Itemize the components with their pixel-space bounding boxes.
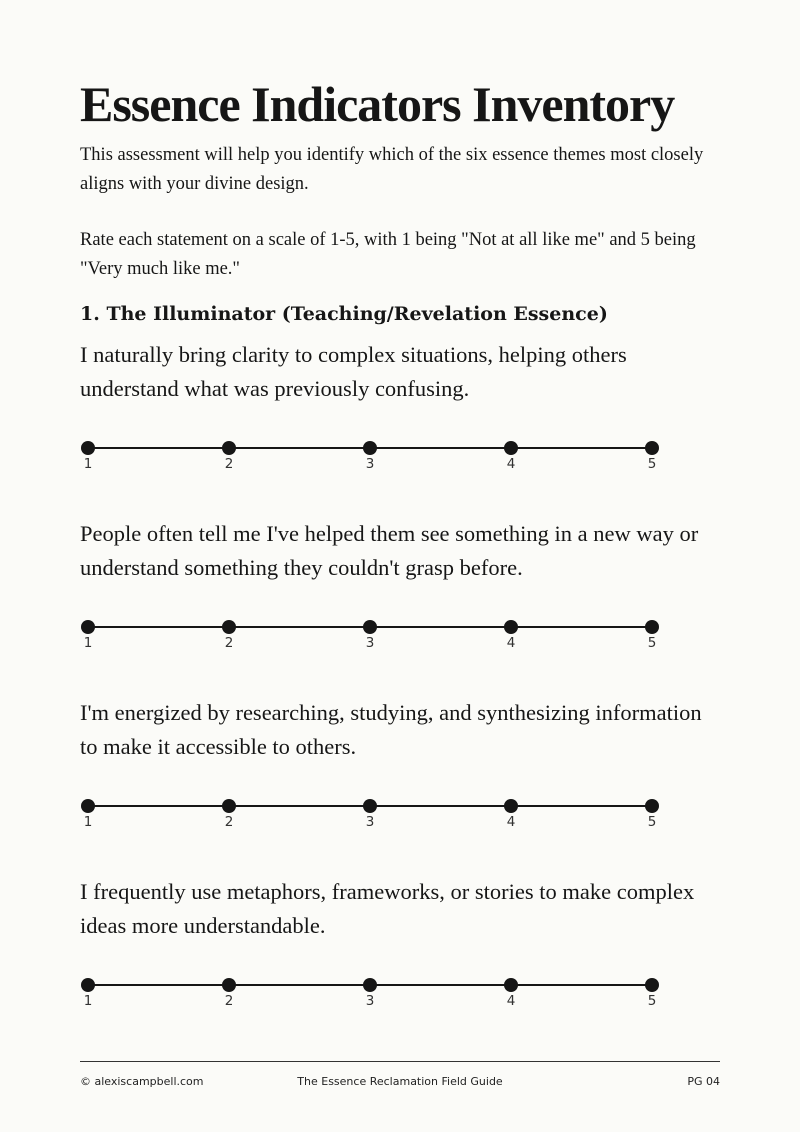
- rating-option-3[interactable]: [362, 798, 378, 838]
- scale-label: 4: [506, 635, 516, 651]
- scale-dot: [363, 441, 377, 455]
- rating-scale[interactable]: [80, 977, 680, 1017]
- scale-dot: [363, 978, 377, 992]
- scale-label: 4: [506, 456, 516, 472]
- rating-option-2[interactable]: [221, 977, 237, 1017]
- statement-item-1: [80, 338, 720, 508]
- footer-divider: [80, 1061, 720, 1062]
- scale-dot: [222, 441, 236, 455]
- rating-option-1[interactable]: [80, 440, 96, 480]
- scale-label: 4: [506, 993, 516, 1009]
- footer-page-number: PG 04: [687, 1075, 720, 1088]
- statement-item-2: [80, 517, 720, 687]
- scale-dot: [504, 441, 518, 455]
- scale-label: 1: [83, 814, 93, 830]
- statement-text: I'm energized by researching, studying, and synthesizing information to make it accessible to others.: [80, 700, 702, 759]
- section-heading: 1. The Illuminator (Teaching/Revelation Essence): [80, 303, 608, 325]
- rating-option-2[interactable]: [221, 440, 237, 480]
- scale-label: 5: [647, 635, 657, 651]
- scale-label: 3: [365, 993, 375, 1009]
- scale-dot: [222, 978, 236, 992]
- scale-label: 4: [506, 814, 516, 830]
- scale-dot: [645, 799, 659, 813]
- scale-label: 3: [365, 814, 375, 830]
- rating-option-4[interactable]: [503, 977, 519, 1017]
- scale-dot: [504, 978, 518, 992]
- scale-dot: [81, 441, 95, 455]
- rating-option-1[interactable]: [80, 977, 96, 1017]
- footer-website: © alexiscampbell.com: [80, 1075, 204, 1088]
- page-title: Essence Indicators Inventory: [80, 76, 675, 132]
- scale-label: 2: [224, 456, 234, 472]
- rating-option-5[interactable]: [644, 440, 660, 480]
- scale-label: 2: [224, 814, 234, 830]
- rating-option-5[interactable]: [644, 619, 660, 659]
- scale-label: 1: [83, 993, 93, 1009]
- scale-label: 5: [647, 456, 657, 472]
- rating-option-5[interactable]: [644, 977, 660, 1017]
- scale-label: 5: [647, 814, 657, 830]
- scale-dot: [81, 799, 95, 813]
- scale-dot: [504, 799, 518, 813]
- scale-dot: [645, 978, 659, 992]
- rating-option-2[interactable]: [221, 619, 237, 659]
- scale-dot: [363, 620, 377, 634]
- rating-scale[interactable]: [80, 798, 680, 838]
- statement-item-4: [80, 875, 720, 1045]
- scale-dot: [645, 620, 659, 634]
- scale-dot: [81, 620, 95, 634]
- rating-option-4[interactable]: [503, 798, 519, 838]
- scale-dot: [504, 620, 518, 634]
- rating-scale[interactable]: [80, 440, 680, 480]
- scale-label: 3: [365, 456, 375, 472]
- footer-guide-title: The Essence Reclamation Field Guide: [297, 1075, 503, 1088]
- rating-option-3[interactable]: [362, 977, 378, 1017]
- rating-option-3[interactable]: [362, 619, 378, 659]
- scale-label: 1: [83, 456, 93, 472]
- rating-option-4[interactable]: [503, 619, 519, 659]
- rating-option-1[interactable]: [80, 619, 96, 659]
- statement-item-3: [80, 696, 720, 866]
- rating-option-4[interactable]: [503, 440, 519, 480]
- scale-label: 1: [83, 635, 93, 651]
- scale-label: 3: [365, 635, 375, 651]
- statement-text: I frequently use metaphors, frameworks, or stories to make complex ideas more understandable.: [80, 879, 695, 938]
- intro-paragraph: This assessment will help you identify which of the six essence themes most closely aligns with your divine design.: [80, 145, 704, 194]
- scale-label: 5: [647, 993, 657, 1009]
- scale-dot: [222, 620, 236, 634]
- scale-dot: [645, 441, 659, 455]
- instructions-paragraph: Rate each statement on a scale of 1-5, with 1 being "Not at all like me" and 5 being "Very much like me.": [80, 230, 696, 279]
- rating-scale[interactable]: [80, 619, 680, 659]
- scale-dot: [81, 978, 95, 992]
- scale-label: 2: [224, 993, 234, 1009]
- scale-label: 2: [224, 635, 234, 651]
- rating-option-2[interactable]: [221, 798, 237, 838]
- statement-text: People often tell me I've helped them see something in a new way or understand something they couldn't grasp before.: [80, 521, 699, 580]
- rating-option-3[interactable]: [362, 440, 378, 480]
- scale-dot: [222, 799, 236, 813]
- rating-option-1[interactable]: [80, 798, 96, 838]
- statement-text: I naturally bring clarity to complex situations, helping others understand what was previously confusing.: [80, 342, 627, 401]
- scale-dot: [363, 799, 377, 813]
- rating-option-5[interactable]: [644, 798, 660, 838]
